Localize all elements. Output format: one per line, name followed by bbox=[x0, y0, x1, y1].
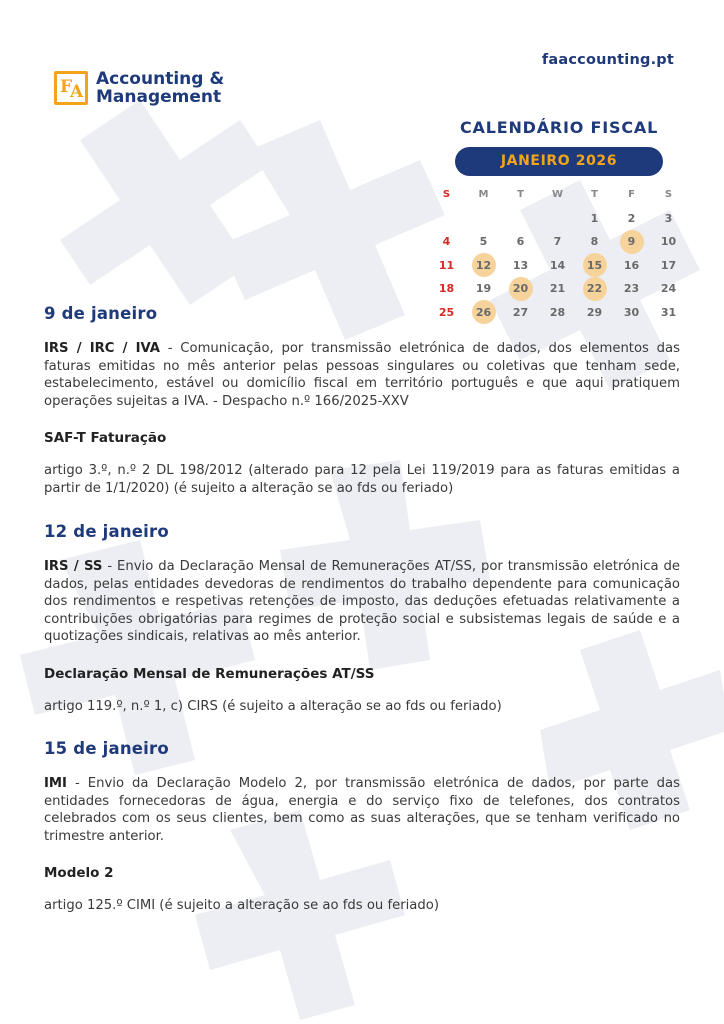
calendar-empty-cell bbox=[502, 207, 539, 231]
day-number: 8 bbox=[590, 235, 599, 249]
day-number: 19 bbox=[475, 282, 492, 296]
calendar-day bbox=[613, 254, 650, 278]
day-number: 23 bbox=[623, 282, 640, 296]
legal-reference: artigo 125.º CIMI (é sujeito a alteração se ao fds ou feriado) bbox=[44, 898, 439, 913]
calendar-day-deadline bbox=[576, 254, 613, 278]
calendar-grid bbox=[428, 183, 687, 324]
day-number: 27 bbox=[512, 305, 529, 319]
day-number: 25 bbox=[438, 305, 455, 319]
calendar-day-deadline bbox=[465, 254, 502, 278]
weekday-header: S bbox=[664, 189, 673, 201]
day-number: 11 bbox=[438, 258, 455, 272]
weekday-header: S bbox=[442, 189, 451, 201]
day-number: 5 bbox=[479, 235, 488, 249]
day-number: 22 bbox=[586, 282, 603, 296]
day-number: 18 bbox=[438, 282, 455, 296]
deadline-description bbox=[44, 775, 680, 845]
calendar-day-deadline bbox=[502, 277, 539, 301]
day-number: 20 bbox=[512, 282, 529, 296]
obligation-heading: Modelo 2 bbox=[44, 865, 114, 881]
deadline-section bbox=[44, 522, 680, 715]
fa-logo-icon: F A bbox=[54, 71, 88, 105]
weekday-header: T bbox=[517, 189, 524, 201]
calendar-title: CALENDÁRIO FISCAL bbox=[460, 118, 659, 137]
calendar-day bbox=[650, 230, 687, 254]
website-url[interactable]: faaccounting.pt bbox=[541, 52, 674, 68]
deadline-description bbox=[44, 558, 680, 646]
calendar-empty-cell bbox=[428, 207, 465, 231]
calendar-day bbox=[465, 277, 502, 301]
day-number: 31 bbox=[660, 305, 677, 319]
deadline-section bbox=[44, 739, 680, 915]
company-logo bbox=[54, 70, 224, 106]
calendar-day bbox=[650, 254, 687, 278]
weekday-header: W bbox=[551, 189, 564, 201]
deadline-section bbox=[44, 304, 680, 497]
weekday-header: T bbox=[591, 189, 598, 201]
legal-reference: artigo 3.º, n.º 2 DL 198/2012 (alterado para 12 pela Lei 119/2019 para as faturas emitidas a partir de 1/1/2020) (é sujeito a alteração se ao fds ou feriado) bbox=[44, 463, 680, 496]
description-text: - Comunicação, por transmissão eletrónica de dados, dos elementos das faturas emitidas no mês anterior pelas pessoas singulares ou coletivas que tenham sede, estabelecimento, estável ou domicílio fiscal em território português e que aqui pratiquem operações sujeitas a IVA. - Despacho n.º 166/2025-XXV bbox=[44, 341, 680, 409]
calendar-day bbox=[539, 277, 576, 301]
tax-type-label: IRS / IRC / IVA bbox=[44, 341, 161, 356]
day-number: 9 bbox=[627, 235, 636, 249]
day-number: 26 bbox=[475, 305, 492, 319]
day-number: 14 bbox=[549, 258, 566, 272]
logo-line-1: Accounting & bbox=[96, 69, 225, 89]
logo-line-2: Management bbox=[96, 87, 222, 107]
day-number: 1 bbox=[590, 211, 599, 225]
deadline-date: 15 de janeiro bbox=[44, 739, 169, 758]
calendar-day bbox=[650, 277, 687, 301]
calendar-day bbox=[613, 277, 650, 301]
day-number: 30 bbox=[623, 305, 640, 319]
day-number: 7 bbox=[553, 235, 562, 249]
day-number: 17 bbox=[660, 258, 677, 272]
day-number: 21 bbox=[549, 282, 566, 296]
calendar-day-deadline bbox=[613, 230, 650, 254]
day-number: 28 bbox=[549, 305, 566, 319]
weekday-header: M bbox=[478, 189, 489, 201]
day-number: 29 bbox=[586, 305, 603, 319]
legal-reference: artigo 119.º, n.º 1, c) CIRS (é sujeito a alteração se ao fds ou feriado) bbox=[44, 698, 502, 714]
calendar-day-deadline bbox=[576, 277, 613, 301]
tax-type-label: IMI bbox=[44, 776, 67, 791]
day-number: 3 bbox=[664, 211, 673, 225]
obligation-heading: SAF-T Faturação bbox=[44, 430, 167, 446]
calendar-day bbox=[650, 207, 687, 231]
day-number: 4 bbox=[442, 235, 451, 249]
weekday-header: F bbox=[628, 189, 635, 201]
calendar-day bbox=[502, 230, 539, 254]
calendar-empty-cell bbox=[539, 207, 576, 231]
logo-text bbox=[96, 70, 224, 106]
deadline-description bbox=[44, 340, 680, 410]
calendar-day bbox=[539, 254, 576, 278]
description-text: - Envio da Declaração Modelo 2, por transmissão eletrónica de dados, por parte das entidades fornecedoras de água, energia e do serviço fixo de telefones, dos contratos celebrados com os seus clientes, bem como as suas alterações, que se tenham verificado no trimestre anterior. bbox=[44, 776, 680, 844]
day-number: 15 bbox=[586, 258, 603, 272]
calendar-empty-cell bbox=[465, 207, 502, 231]
calendar-day bbox=[465, 230, 502, 254]
day-number: 2 bbox=[627, 211, 636, 225]
description-text: - Envio da Declaração Mensal de Remunerações AT/SS, por transmissão eletrónica de dados, pelas entidades devedoras de rendimentos do trabalho dependente para comunicação dos rendimentos e respetivas retenções de imposto, das deduções efetuadas relativamente a contribuições obrigatórias para regimes de proteção social e subsistemas legais de saúde e a quotizações sindicais, relativas ao mês anterior. bbox=[44, 559, 680, 644]
obligation-heading: Declaração Mensal de Remunerações AT/SS bbox=[44, 665, 375, 682]
calendar-month-pill: JANEIRO 2026 bbox=[455, 147, 663, 176]
calendar-day bbox=[428, 230, 465, 254]
day-number: 12 bbox=[475, 258, 492, 272]
calendar-day bbox=[428, 277, 465, 301]
day-number: 10 bbox=[660, 235, 677, 249]
deadline-date: 9 de janeiro bbox=[44, 304, 158, 323]
calendar-day bbox=[428, 254, 465, 278]
calendar-day bbox=[613, 207, 650, 231]
deadlines-content bbox=[44, 304, 680, 915]
day-number: 13 bbox=[512, 258, 529, 272]
day-number: 6 bbox=[516, 235, 525, 249]
calendar-day bbox=[576, 207, 613, 231]
calendar-day bbox=[502, 254, 539, 278]
day-number: 24 bbox=[660, 282, 677, 296]
day-number: 16 bbox=[623, 258, 640, 272]
calendar-day bbox=[539, 230, 576, 254]
tax-type-label: IRS / SS bbox=[44, 559, 103, 574]
deadline-date: 12 de janeiro bbox=[44, 522, 169, 541]
calendar-day bbox=[576, 230, 613, 254]
